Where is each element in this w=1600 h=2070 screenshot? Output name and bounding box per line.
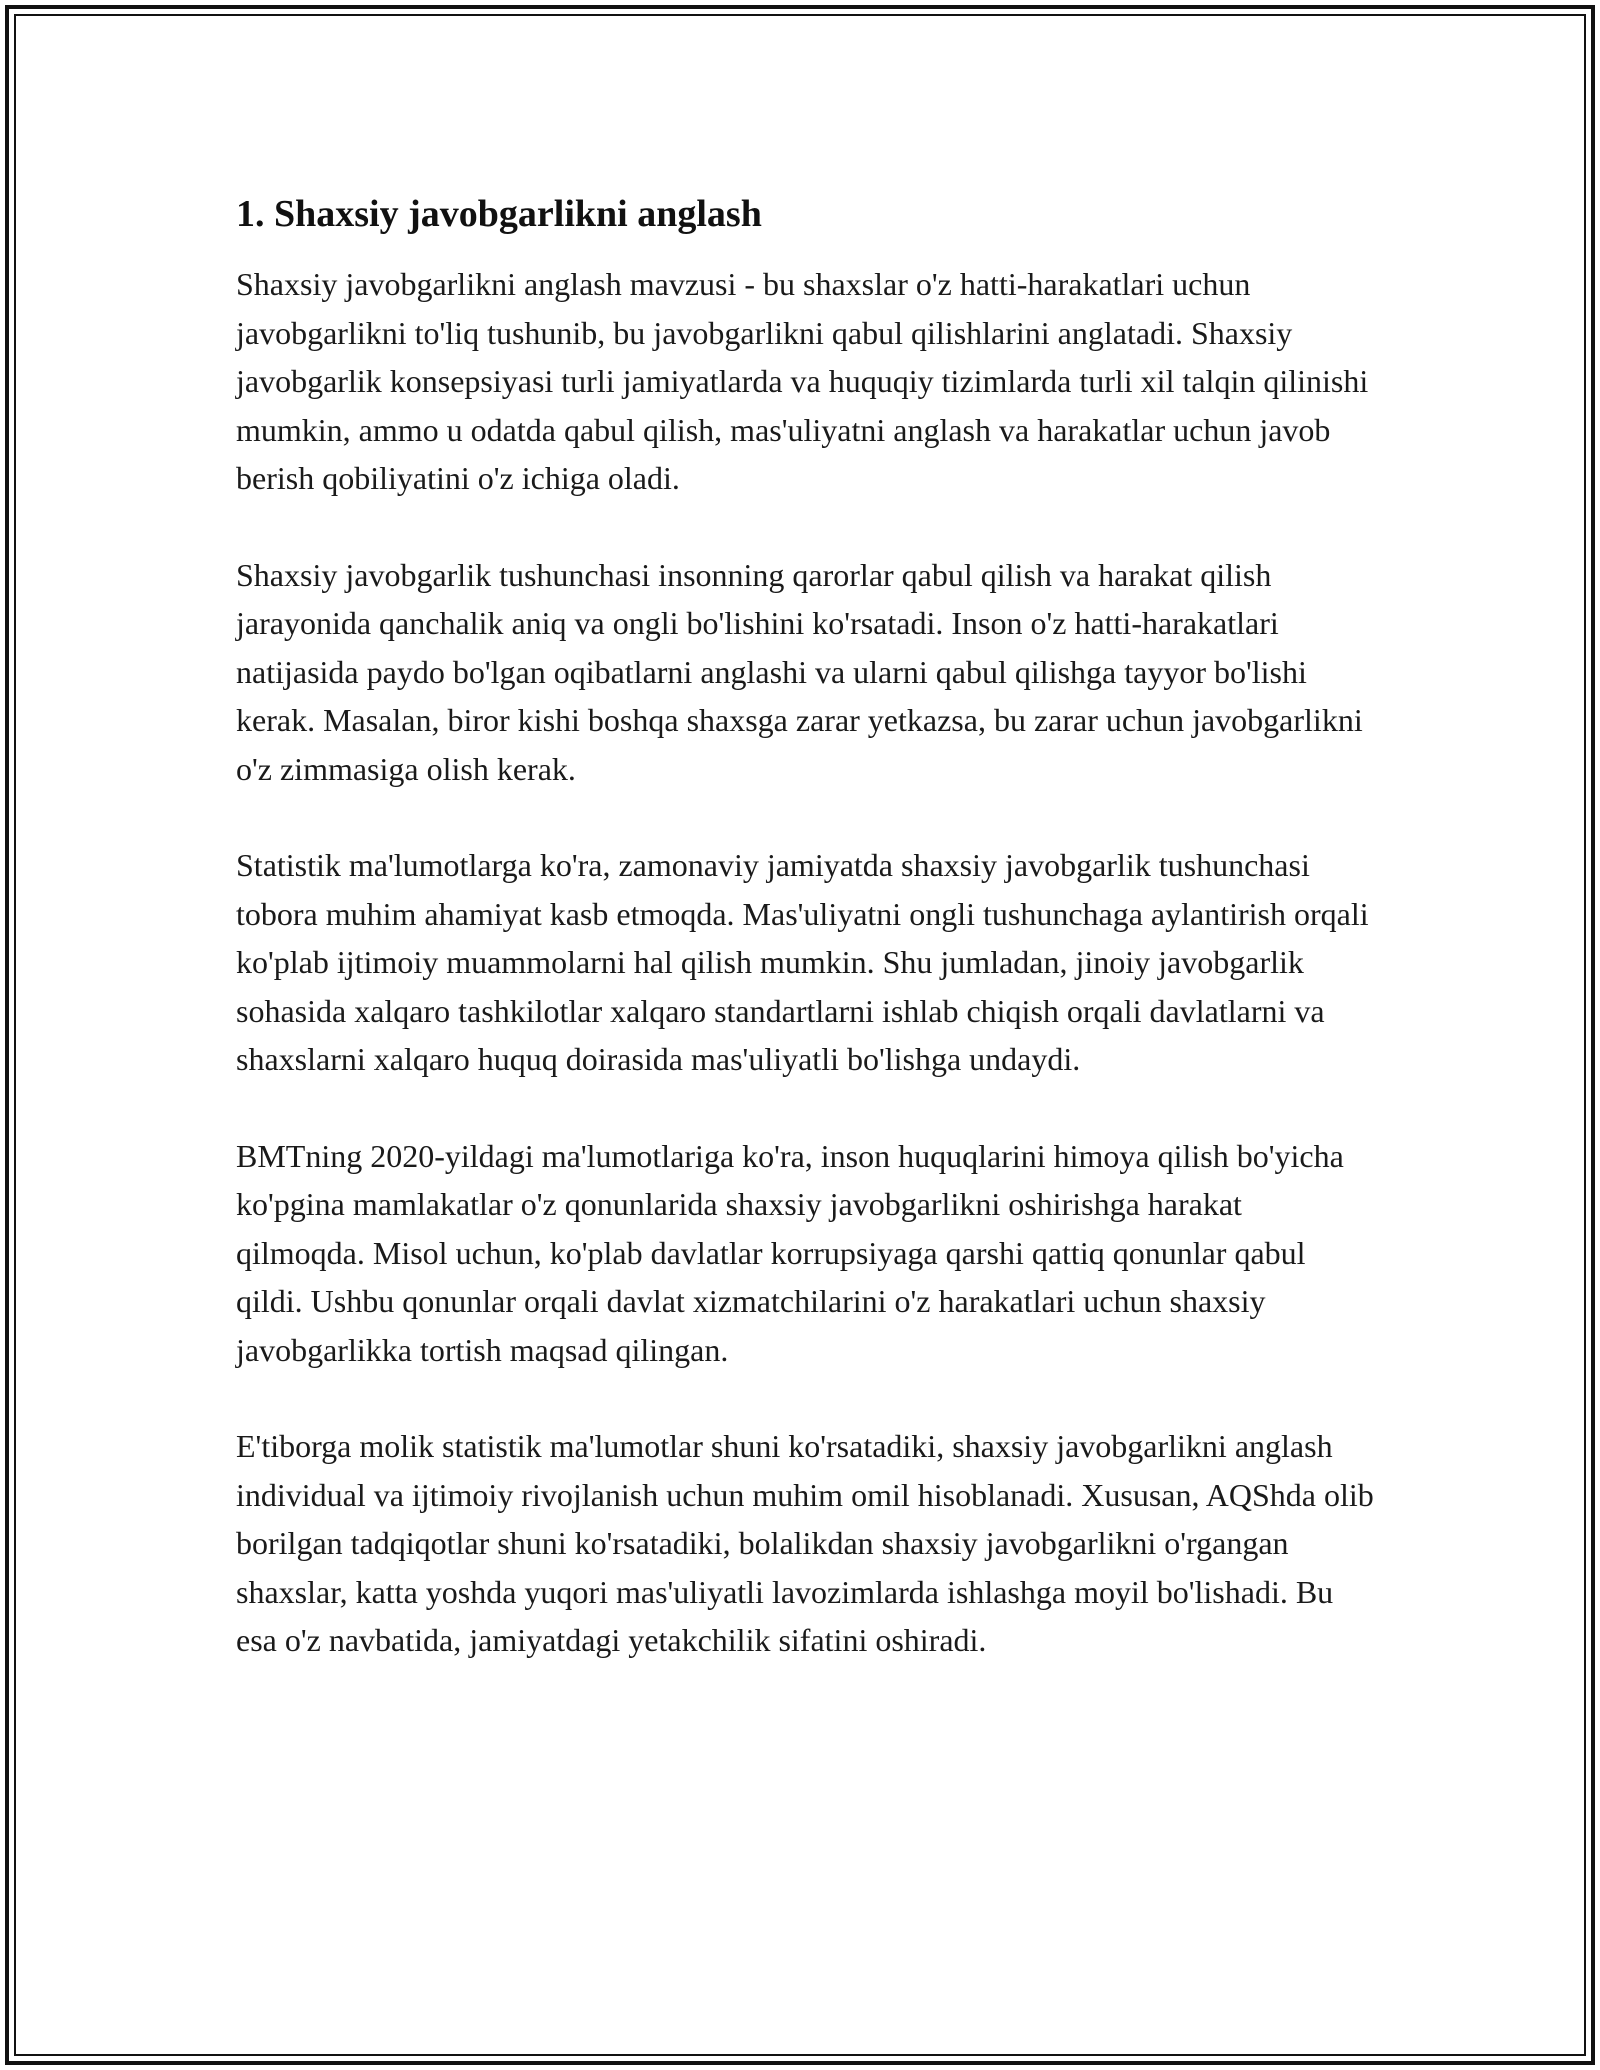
- paragraph-5: E'tiborga molik statistik ma'lumotlar shuni ko'rsatadiki, shaxsiy javobgarlikni anglash individual va ijtimoiy rivojlanish uchun muhim omil hisoblanadi. Xususan, AQShda olib borilgan tadqiqotlar shuni ko'rsatadiki, bolalikdan shaxsiy javobgarlikni o'rgangan shaxslar, katta yoshda yuqori mas'uliyatli lavozimlarda ishlashga moyil bo'lishadi. Bu esa o'z navbatida, jamiyatdagi yetakchilik sifatini oshiradi.: [236, 1428, 1374, 1658]
- paragraph-2: Shaxsiy javobgarlik tushunchasi insonning qarorlar qabul qilish va harakat qilish jarayonida qanchalik aniq va ongli bo'lishini ko'rsatadi. Inson o'z hatti-harakatlari natijasida paydo bo'lgan oqibatlarni anglashi va ularni qabul qilishga tayyor bo'lishi kerak. Masalan, biror kishi boshqa shaxsga zarar yetkazsa, bu zarar uchun javobgarlikni o'z zimmasiga olish kerak.: [236, 556, 1363, 787]
- paragraph-1: Shaxsiy javobgarlikni anglash mavzusi - bu shaxslar o'z hatti-harakatlari uchun javobgarlikni to'liq tushunib, bu javobgarlikni qabul qilishlarini anglatadi. Shaxsiy javobgarlik konsepsiyasi turli jamiyatlarda va huquqiy tizimlarda turli xil talqin qilinishi mumkin, ammo u odatda qabul qilish, mas'uliyatni anglash va harakatlar uchun javob berish qobiliyatini o'z ichiga oladi.: [236, 266, 1369, 496]
- paragraph-3: Statistik ma'lumotlarga ko'ra, zamonaviy jamiyatda shaxsiy javobgarlik tushunchasi tobora muhim ahamiyat kasb etmoqda. Mas'uliyatni ongli tushunchaga aylantirish orqali ko'plab ijtimoiy muammolarni hal qilish mumkin. Shu jumladan, jinoiy javobgarlik sohasida xalqaro tashkilotlar xalqaro standartlarni ishlab chiqish orqali davlatlarni va shaxslarni xalqaro huquq doirasida mas'uliyatli bo'lishga undaydi.: [236, 847, 1369, 1077]
- document-body: [236, 184, 1376, 1665]
- paragraph-4: BMTning 2020-yildagi ma'lumotlariga ko'ra, inson huquqlarini himoya qilish bo'yicha ko'pgina mamlakatlar o'z qonunlarida shaxsiy javobgarlikni oshirishga harakat qilmoqda. Misol uchun, ko'plab davlatlar korrupsiyaga qarshi qattiq qonunlar qabul qildi. Ushbu qonunlar orqali davlat xizmatchilarini o'z harakatlari uchun shaxsiy javobgarlikka tortish maqsad qilingan.: [236, 1137, 1344, 1368]
- section-heading: 1. Shaxsiy javobgarlikni anglash: [236, 193, 762, 235]
